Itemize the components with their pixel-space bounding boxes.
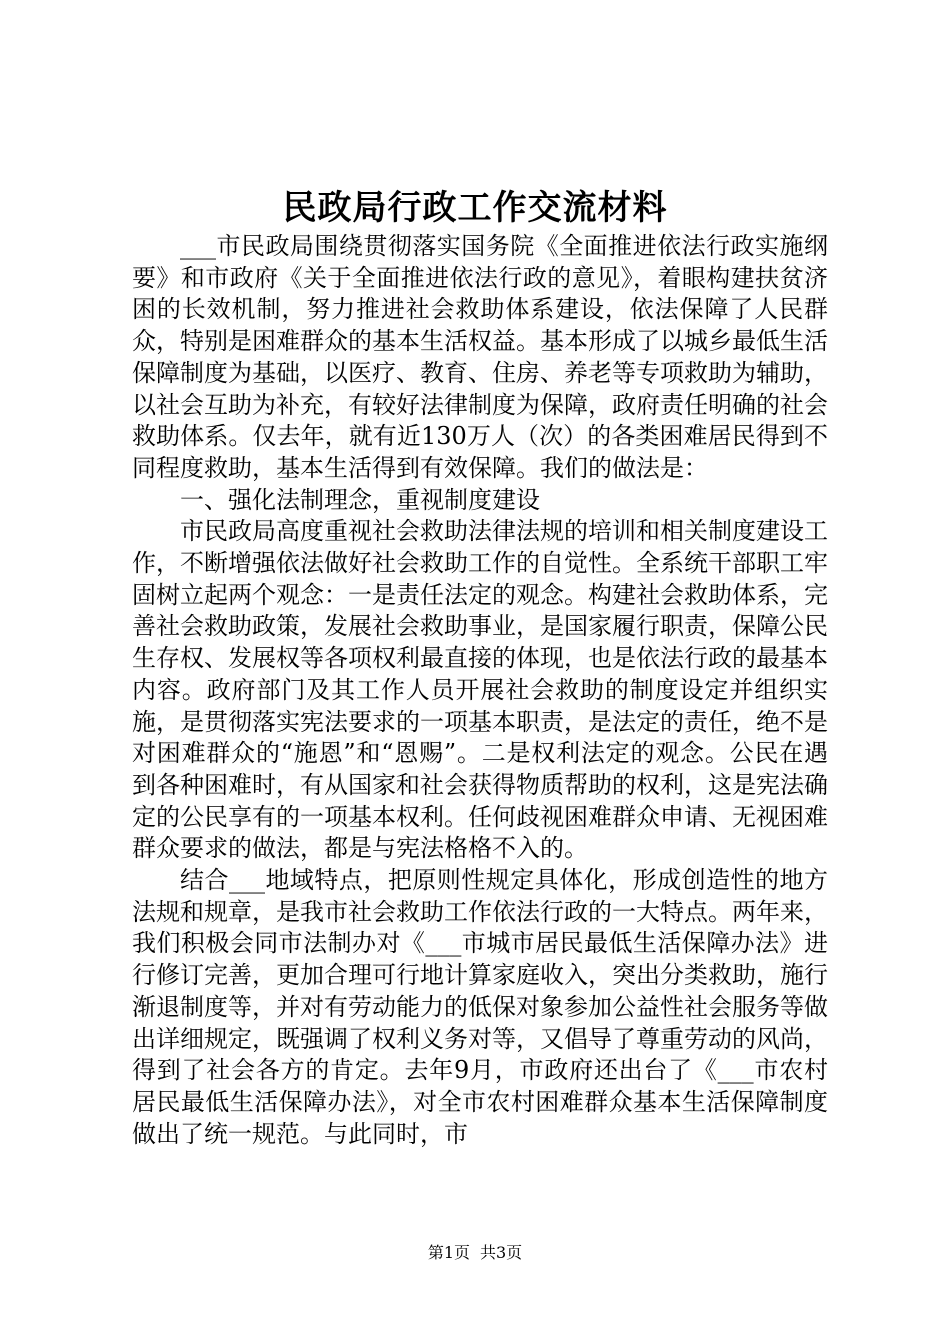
page-number: 第1页 bbox=[427, 1243, 470, 1262]
section-heading: 一、强化法制理念，重视制度建设 bbox=[180, 485, 540, 514]
document-body bbox=[132, 231, 828, 1150]
page-footer bbox=[0, 1242, 950, 1264]
paragraph-intro: ___市民政局围绕贯彻落实国务院《全面推进依法行政实施纲要》和市政府《关于全面推进依法行政的意见》，着眼构建扶贫济困的长效机制，努力推进社会救助体系建设，依法保障了人民群众，特别是困难群众的基本生活权益。基本形成了以城乡最低生活保障制度为基础，以医疗、教育、住房、养老等专项救助为辅助，以社会互助为补充，有较好法律制度为保障，政府责任明确的社会救助体系。仅去年，就有近130万人（次）的各类困难居民得到不同程度救助，基本生活得到有效保障。我们的做法是： bbox=[132, 232, 828, 482]
page-total: 共3页 bbox=[480, 1243, 523, 1262]
paragraph-concepts: 市民政局高度重视社会救助法律法规的培训和相关制度建设工作，不断增强依法做好社会救助工作的自觉性。全系统干部职工牢固树立起两个观念：一是责任法定的观念。构建社会救助体系，完善社会救助政策，发展社会救助事业，是国家履行职责，保障公民生存权、发展权等各项权利最直接的体现，也是依法行政的最基本内容。政府部门及其工作人员开展社会救助的制度设定并组织实施，是贯彻落实宪法要求的一项基本职责，是法定的责任，绝不是对困难群众的“施恩”和“恩赐”。二是权利法定的观念。公民在遇到各种困难时，有从国家和社会获得物质帮助的权利，这是宪法确定的公民享有的一项基本权利。任何歧视困难群众申请、无视困难群众要求的做法，都是与宪法格格不入的。 bbox=[132, 517, 828, 863]
paragraph-regulations: 结合___地域特点，把原则性规定具体化，形成创造性的地方法规和规章，是我市社会救助工作依法行政的一大特点。两年来，我们积极会同市法制办对《___市城市居民最低生活保障办法》进行修订完善，更加合理可行地计算家庭收入，突出分类救助，施行渐退制度等，并对有劳动能力的低保对象参加公益性社会服务等做出详细规定，既强调了权利义务对等，又倡导了尊重劳动的风尚，得到了社会各方的肯定。去年9月，市政府还出台了《___市农村居民最低生活保障办法》，对全市农村困难群众基本生活保障制度做出了统一规范。与此同时，市 bbox=[132, 866, 828, 1148]
document-title: 民政局行政工作交流材料 bbox=[282, 188, 668, 228]
